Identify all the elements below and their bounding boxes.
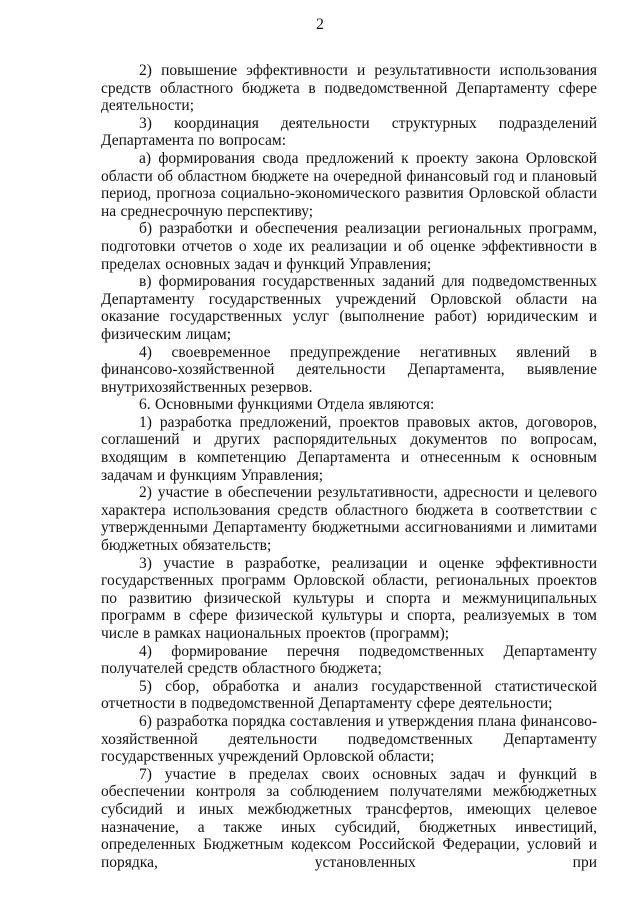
paragraph-function-3: 3) участие в разработке, реализации и оценке эффективности государственных программ Орловской области, региональных проектов по развитию физической культуры и спорта и межмуниципальных программ в сфере физической культуры и спорта, реализуемых в том числе в рамках национальных проектов (программ); — [101, 554, 597, 642]
paragraph-function-4: 4) формирование перечня подведомственных Департаменту получателей средств областного бюджета; — [101, 642, 597, 678]
paragraph-item-2-efficiency: 2) повышение эффективности и результативности использования средств областного бюджета в подведомственной Департаменту сфере деятельности; — [101, 62, 597, 115]
paragraph-function-2: 2) участие в обеспечении результативности, адресности и целевого характера использования средств областного бюджета в соответствии с утвержденными Департаменту бюджетными ассигнованиями и лимитами бюджетных обязательств; — [101, 484, 597, 555]
section-heading-functions: 6. Основными функциями Отдела являются: — [139, 396, 435, 414]
paragraph-subitem-a-budget-proposals: а) формирования свода предложений к проекту закона Орловской области об областном бюджете на очередной финансовый год и плановый период, прогноза социально-экономического развития Орловской области на среднесрочную перспективу; — [101, 149, 597, 220]
document-body — [101, 62, 597, 871]
paragraph-function-5: 5) сбор, обработка и анализ государственной статистической отчетности в подведомственной Департаменту сфере деятельности; — [101, 677, 597, 713]
paragraph-function-1: 1) разработка предложений, проектов правовых актов, договоров, соглашений и других распорядительных документов по вопросам, входящим в компетенцию Департамента и отнесенным к основным задачам и функциям Управления; — [101, 413, 597, 484]
paragraph-function-7: 7) участие в пределах своих основных задач и функций в обеспечении контроля за соблюдением получателями межбюджетных субсидий и иных межбюджетных трансфертов, имеющих целевое назначение, а также иных субсидий, бюджетных инвестиций, определенных Бюджетным кодексом Российской Федерации, условий и порядка, установленных при — [101, 765, 597, 871]
paragraph-item-4-prevention: 4) своевременное предупреждение негативных явлений в финансово-хозяйственной деятельности Департамента, выявление внутрихозяйственных резервов. — [101, 343, 597, 396]
page-number: 2 — [316, 16, 324, 33]
paragraph-item-3-coordination: 3) координация деятельности структурных подразделений Департамента по вопросам: — [101, 114, 597, 150]
paragraph-subitem-v-state-assignments: в) формирования государственных заданий для подведомственных Департаменту государственных учреждений Орловской области на оказание государственных услуг (выполнение работ) юридическим и физическим лицам; — [101, 273, 597, 343]
paragraph-subitem-b-regional-programs: б) разработки и обеспечения реализации региональных программ, подготовки отчетов о ходе их реализации и об оценке эффективности в пределах основных задач и функций Управления; — [101, 220, 597, 273]
paragraph-function-6: 6) разработка порядка составления и утверждения плана финансово-хозяйственной деятельности подведомственных Департаменту государственных учреждений Орловской области; — [101, 712, 597, 766]
